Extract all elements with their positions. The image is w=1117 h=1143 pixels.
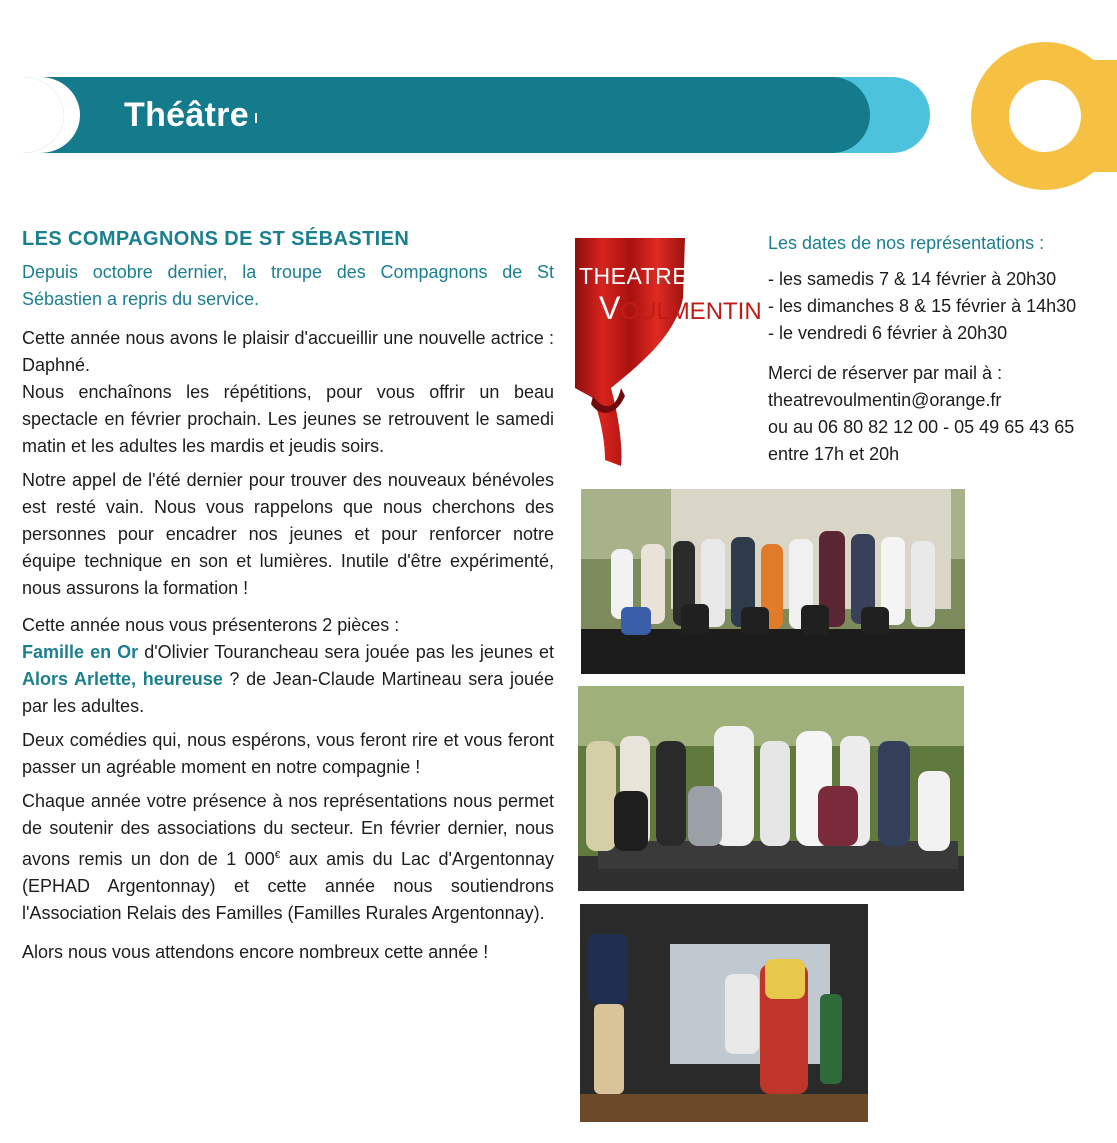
euro-sign: € [274, 850, 281, 861]
paragraph-comedies: Deux comédies qui, nous espérons, vous feront rire et vous feront passer un agréable moment en notre compagnie ! [22, 730, 554, 777]
photo-stage-scene [580, 904, 868, 1122]
donation-text-end: aux amis du Lac d'Argentonnay (EPHAD Argentonnay) et cette année nous soutiendrons l'Association Relais des Familles (Familles Rurales Argentonnay). [22, 849, 554, 923]
paragraph-new-actress: Cette année nous avons le plaisir d'accueillir une nouvelle actrice : Daphné. [22, 328, 554, 375]
logo-line-theatre: THEATRE [579, 263, 689, 289]
booking-contact [768, 360, 1113, 468]
paragraph-donation [22, 788, 554, 927]
play-title-alors-arlette: Alors Arlette, heureuse [22, 669, 223, 689]
date-line: - les dimanches 8 & 15 février à 14h30 [768, 296, 1077, 316]
page-title: Théâtre [124, 96, 249, 134]
play1-description: d'Olivier Tourancheau sera jouée pas les jeunes et [138, 642, 555, 662]
booking-hours: entre 17h et 20h [768, 444, 900, 464]
booking-intro: Merci de réserver par mail à : [768, 363, 1003, 383]
performance-dates [768, 230, 1113, 468]
date-line: - le vendredi 6 février à 20h30 [768, 323, 1008, 343]
dates-title: Les dates de nos représentations : [768, 233, 1045, 253]
paragraph-volunteers: Notre appel de l'été dernier pour trouver des nouveaux bénévoles est resté vain. Nous vous rappelons que nous cherchons des personnes pour encadrer nos jeunes et pour renforcer notre équipe technique en son et lumières. Inutile d'être expérimenté, nous assurons la formation ! [22, 470, 554, 598]
paragraph-plays [22, 612, 554, 720]
photo-group-at-table [578, 686, 964, 891]
booking-email[interactable]: theatrevoulmentin@orange.fr [768, 390, 1002, 410]
plays-lead: Cette année nous vous présenterons 2 pièces : [22, 615, 400, 635]
booking-phones: ou au 06 80 82 12 00 - 05 49 65 43 65 [768, 417, 1075, 437]
theatre-voulmentin-logo [575, 238, 760, 470]
play2-description: ? de Jean-Claude Martineau sera jouée par les adultes. [22, 669, 554, 716]
photo-troupe-on-stage [581, 489, 965, 674]
section-title: LES COMPAGNONS DE ST SÉBASTIEN [22, 228, 410, 250]
play-title-famille-en-or: Famille en Or [22, 642, 139, 662]
logo-line-voulmentin: VOULMENTIN [599, 290, 762, 326]
header-banner [0, 0, 1117, 200]
paragraph-closing: Alors nous vous attendons encore nombreux cette année ! [22, 942, 489, 962]
paragraph-rehearsals: Nous enchaînons les répétitions, pour vous offrir un beau spectacle en février prochain. Les jeunes se retrouvent le samedi matin et les adultes les mardis et jeudis soirs. [22, 382, 554, 456]
donation-text-start: Chaque année votre présence à nos représentations nous permet de soutenir des associations du secteur. En février dernier, nous avons remis un don de 1 000 [22, 791, 554, 869]
date-line: - les samedis 7 & 14 février à 20h30 [768, 269, 1057, 289]
intro-text: Depuis octobre dernier, la troupe des Compagnons de St Sébastien a repris du service. [22, 262, 554, 309]
article-column [22, 228, 554, 973]
